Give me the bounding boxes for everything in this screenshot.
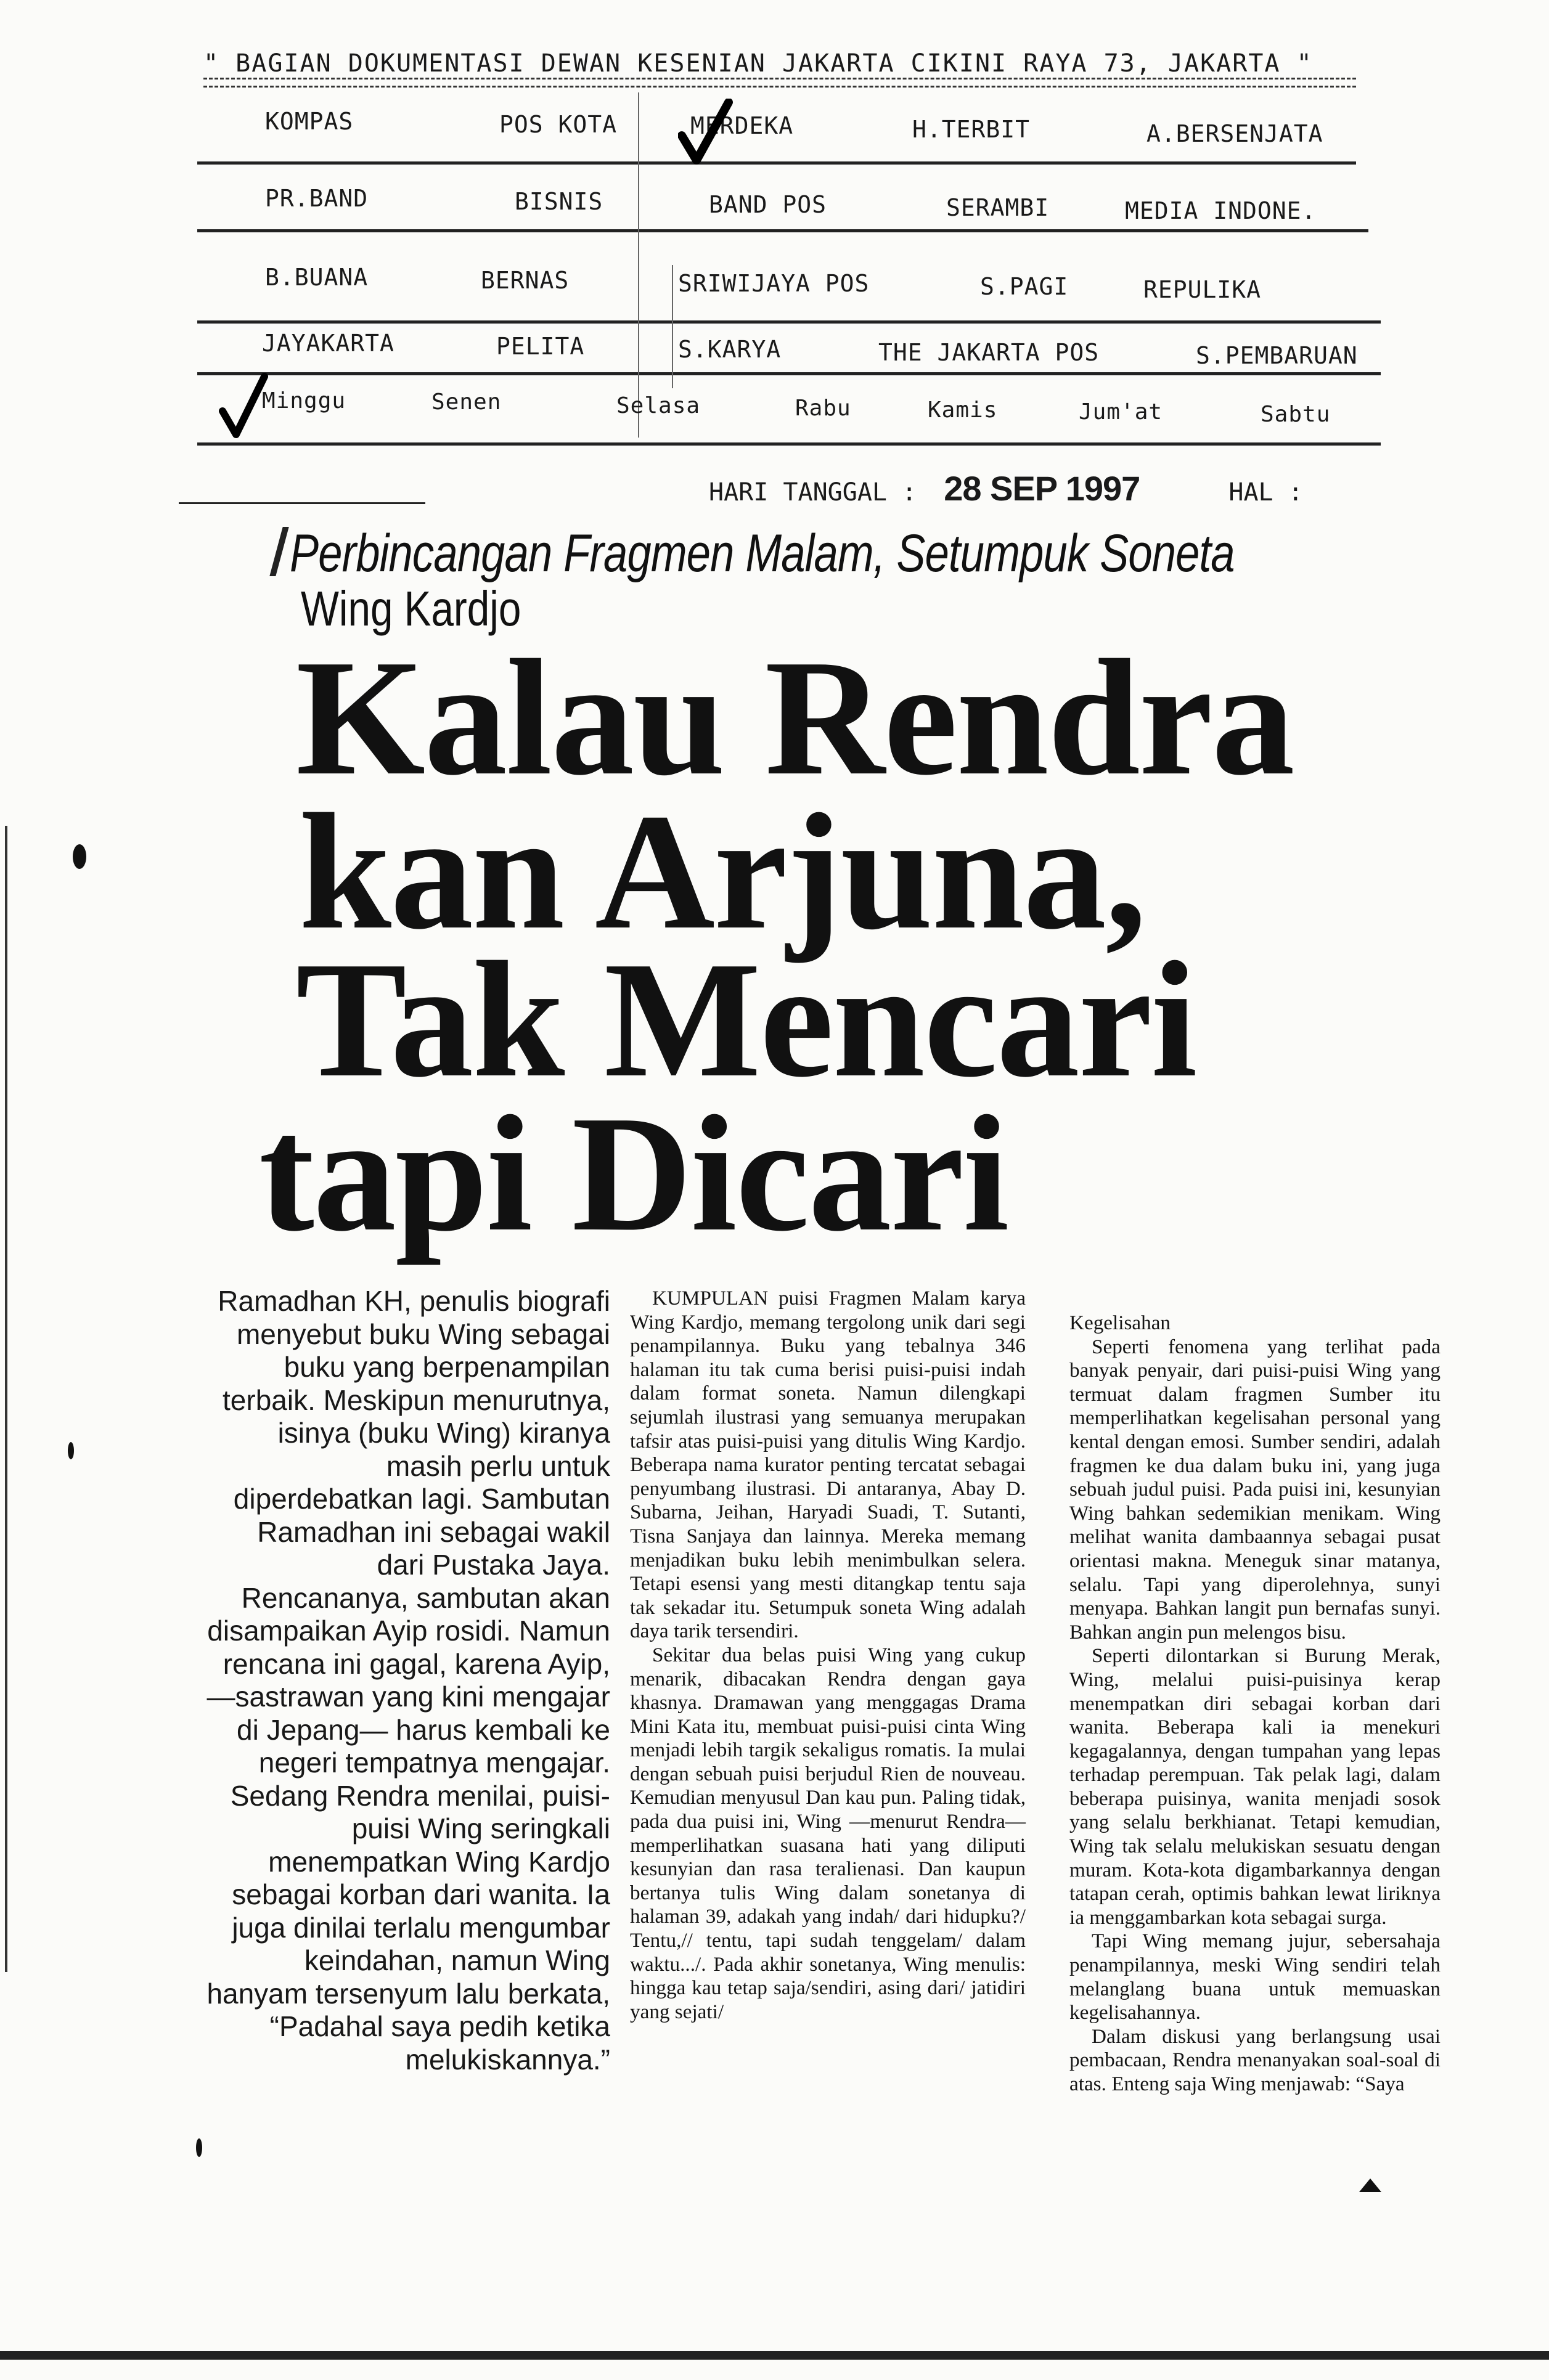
day-sabtu: Sabtu [1261, 402, 1331, 427]
body-column-2 [630, 1287, 1026, 2024]
newspaper-media-indonesia: MEDIA INDONE. [1125, 197, 1317, 224]
day-kamis: Kamis [928, 397, 998, 423]
newspaper-b-buana: B.BUANA [265, 264, 369, 291]
newspaper-pr-band: PR.BAND [265, 185, 369, 212]
headline-line-3: Tak Mencari [296, 927, 1196, 1112]
lede-column: Ramadhan KH, penulis biografi menyebut buku Wing sebagai buku yang berpenampilan terbaik. Meskipun menurutnya, isinya (buku Wing) kiranya masih perlu untuk diperdebatkan lagi. Sambutan Ramadhan ini sebagai wakil dari Pustaka Jaya. Rencananya, sambutan akan disampaikan Ayip rosidi. Namun rencana ini gagal, karena Ayip, —sastrawan yang kini mengajar di Jepang— harus kembali ke negeri tempatnya mengajar. Sedang Rendra menilai, puisi-puisi Wing seringkali menempatkan Wing Kardjo sebagai korban dari wanita. Ia juga dinilai terlalu mengumbar keindahan, namun Wing hanyam tersenyum lalu berkata, “Padahal saya pedih ketika melukiskannya.” [206, 1285, 610, 2076]
newspaper-kompas: KOMPAS [265, 108, 354, 135]
newspaper-bernas: BERNAS [481, 267, 570, 294]
row-divider [197, 442, 1381, 446]
day-senen: Senen [431, 389, 502, 415]
newspaper-h-terbit: H.TERBIT [912, 116, 1031, 143]
newspaper-bisnis: BISNIS [515, 188, 603, 215]
page-left-edge [5, 826, 7, 1972]
body-column-3 [1069, 1311, 1441, 2097]
paragraph: Sekitar dua belas puisi Wing yang cukup menarik, dibacakan Rendra dengan gaya khasnya. Dramawan yang menggagas Drama Mini Kata itu, membuat puisi-puisi cinta Wing menjadi lebih targik sekaligus romatis. Ia mulai dengan sebuah puisi berjudul Rien de nouveau. Kemudian menyusul Dan kau pun. Paling tidak, pada dua puisi ini, Wing —menurut Rendra— memperlihatkan suasana hati yang diliputi kesunyian dan rasa teralienasi. Dan kaupun bertanya tulis Wing dalam sonetanya di halaman 39, adakah yang indah/ dari hidupku?/ Tentu,// tentu, tapi sudah tenggelam/ dalam waktu.../. Pada akhir sonetanya, Wing menulis: hingga kau tetap saja/sendiri, asing dari/ jatidiri yang sejati/ [630, 1643, 1026, 2023]
newspaper-jayakarta: JAYAKARTA [262, 330, 394, 357]
header-double-rule [203, 78, 1356, 88]
paragraph: KUMPULAN puisi Fragmen Malam karya Wing Kardjo, memang tergolong unik dari segi penampilannya. Buku yang tebalnya 346 halaman itu tak cuma berisi puisi-puisi indah dalam format soneta. Namun dilengkapi sejumlah ilustrasi yang semuanya merupakan tafsir atas puisi-puisi yang ditulis Wing Kardjo. Beberapa nama kurator penting tercatat sebagai penyumbang ilustrasi. Di antaranya, Abay D. Subarna, Jeihan, Haryadi Suadi, T. Sutanti, Tisna Sanjaya dan lainnya. Mereka memang menjadikan buku lebih menimbulkan selera. Tetapi esensi yang mesti ditangkap tentu saja tak sekadar itu. Setumpuk soneta Wing adalah daya tarik tersendiri. [630, 1287, 1026, 1643]
margin-rule [179, 502, 425, 504]
newspaper-serambi: SERAMBI [946, 194, 1050, 221]
date-label: HARI TANGGAL : [709, 478, 917, 507]
newspaper-s-karya: S.KARYA [678, 336, 782, 363]
headline-line-4: tapi Dicari [259, 1082, 1008, 1266]
column-divider [638, 92, 639, 438]
newspaper-pos-kota: POS KOTA [499, 111, 618, 138]
row-divider [197, 372, 1381, 375]
kicker-slash [269, 527, 288, 576]
newspaper-s-pagi: S.PAGI [980, 273, 1069, 300]
date-row [709, 468, 1303, 508]
kicker-author: Wing Kardjo [301, 581, 521, 636]
article-kicker: Perbincangan Fragmen Malam, Setumpuk Soneta [290, 524, 1235, 583]
row-divider [197, 161, 1356, 165]
headline-line-1: Kalau Rendra [296, 626, 1294, 810]
checkmark-merdeka-icon [678, 99, 734, 166]
binding-hole-mark [196, 2138, 202, 2157]
newspaper-band-pos: BAND POS [709, 191, 827, 218]
page-bottom-edge [0, 2351, 1549, 2360]
row-divider [197, 320, 1381, 324]
column-divider [672, 265, 673, 388]
newspaper-merdeka: MERDEKA [690, 112, 794, 139]
newspaper-a-bersenjata: A.BERSENJATA [1146, 120, 1323, 147]
binding-hole-mark [68, 1442, 74, 1459]
paragraph: Seperti dilontarkan si Burung Merak, Wing, melalui puisi-puisinya kerap menempatkan diri sebagai korban dari wanita. Beberapa kali ia menekuri kegagalannya, dengan tumpahan yang lepas terhadap perempuan. Tak pelak lagi, dalam beberapa puisinya, wanita menjadi sosok yang selalu berkhianat. Tetapi kemudian, Wing tak selalu melukiskan sesuatu dengan muram. Kota-kota digambarkannya dengan tatapan cerah, optimis bahkan lewat liriknya ia menggambarkan kota sebagai surga. [1069, 1644, 1441, 1929]
page-label: HAL : [1228, 478, 1303, 507]
newspaper-pelita: PELITA [496, 333, 585, 360]
subheading: Kegelisahan [1069, 1311, 1171, 1334]
day-selasa: Selasa [616, 393, 701, 418]
row-divider [197, 229, 1368, 232]
newspaper-s-pembaruan: S.PEMBARUAN [1196, 342, 1358, 369]
paragraph: Dalam diskusi yang berlangsung usai pembacaan, Rendra menanyakan soal-soal di atas. Enteng saja Wing menjawab: “Saya [1069, 2024, 1441, 2095]
headline-line-2: kan Arjuna, [299, 780, 1146, 964]
continued-arrow-icon [1359, 2178, 1381, 2192]
checkmark-minggu-icon [219, 373, 268, 441]
newspaper-jakarta-post: THE JAKARTA POS [878, 339, 1100, 366]
binding-hole-mark [73, 844, 86, 869]
date-stamp: 28 SEP 1997 [944, 469, 1140, 508]
day-rabu: Rabu [795, 396, 851, 421]
newspaper-sriwijaya-pos: SRIWIJAYA POS [678, 270, 870, 297]
day-minggu: Minggu [262, 388, 346, 414]
newspaper-republika: REPULIKA [1143, 276, 1262, 303]
paragraph: Seperti fenomena yang terlihat pada banyak penyair, dari puisi-puisi Wing yang termuat dalam fragmen Sumber itu memperlihatkan kegelisahan personal yang kental dengan emosi. Sumber sendiri, adalah fragmen ke dua dalam buku ini, yang juga sebuah judul puisi. Pada puisi ini, kesunyian Wing bahkan sedemikian menikam. Wing melihat wanita dambaannya sebagai pusat orientasi makna. Meneguk sinar matanya, selalu. Tapi yang diperolehnya, sunyi menyapa. Bahkan langit pun bernafas sunyi. Bahkan angin pun melengos bisu. [1069, 1335, 1441, 1644]
day-jumat: Jum'at [1079, 399, 1163, 425]
paragraph: Tapi Wing memang jujur, sebersahaja penampilannya, meski Wing sendiri telah melanglang buana untuk memuaskan kegelisahannya. [1069, 1930, 1441, 2024]
archive-header-title: " BAGIAN DOKUMENTASI DEWAN KESENIAN JAKARTA CIKINI RAYA 73, JAKARTA " [203, 49, 1313, 78]
